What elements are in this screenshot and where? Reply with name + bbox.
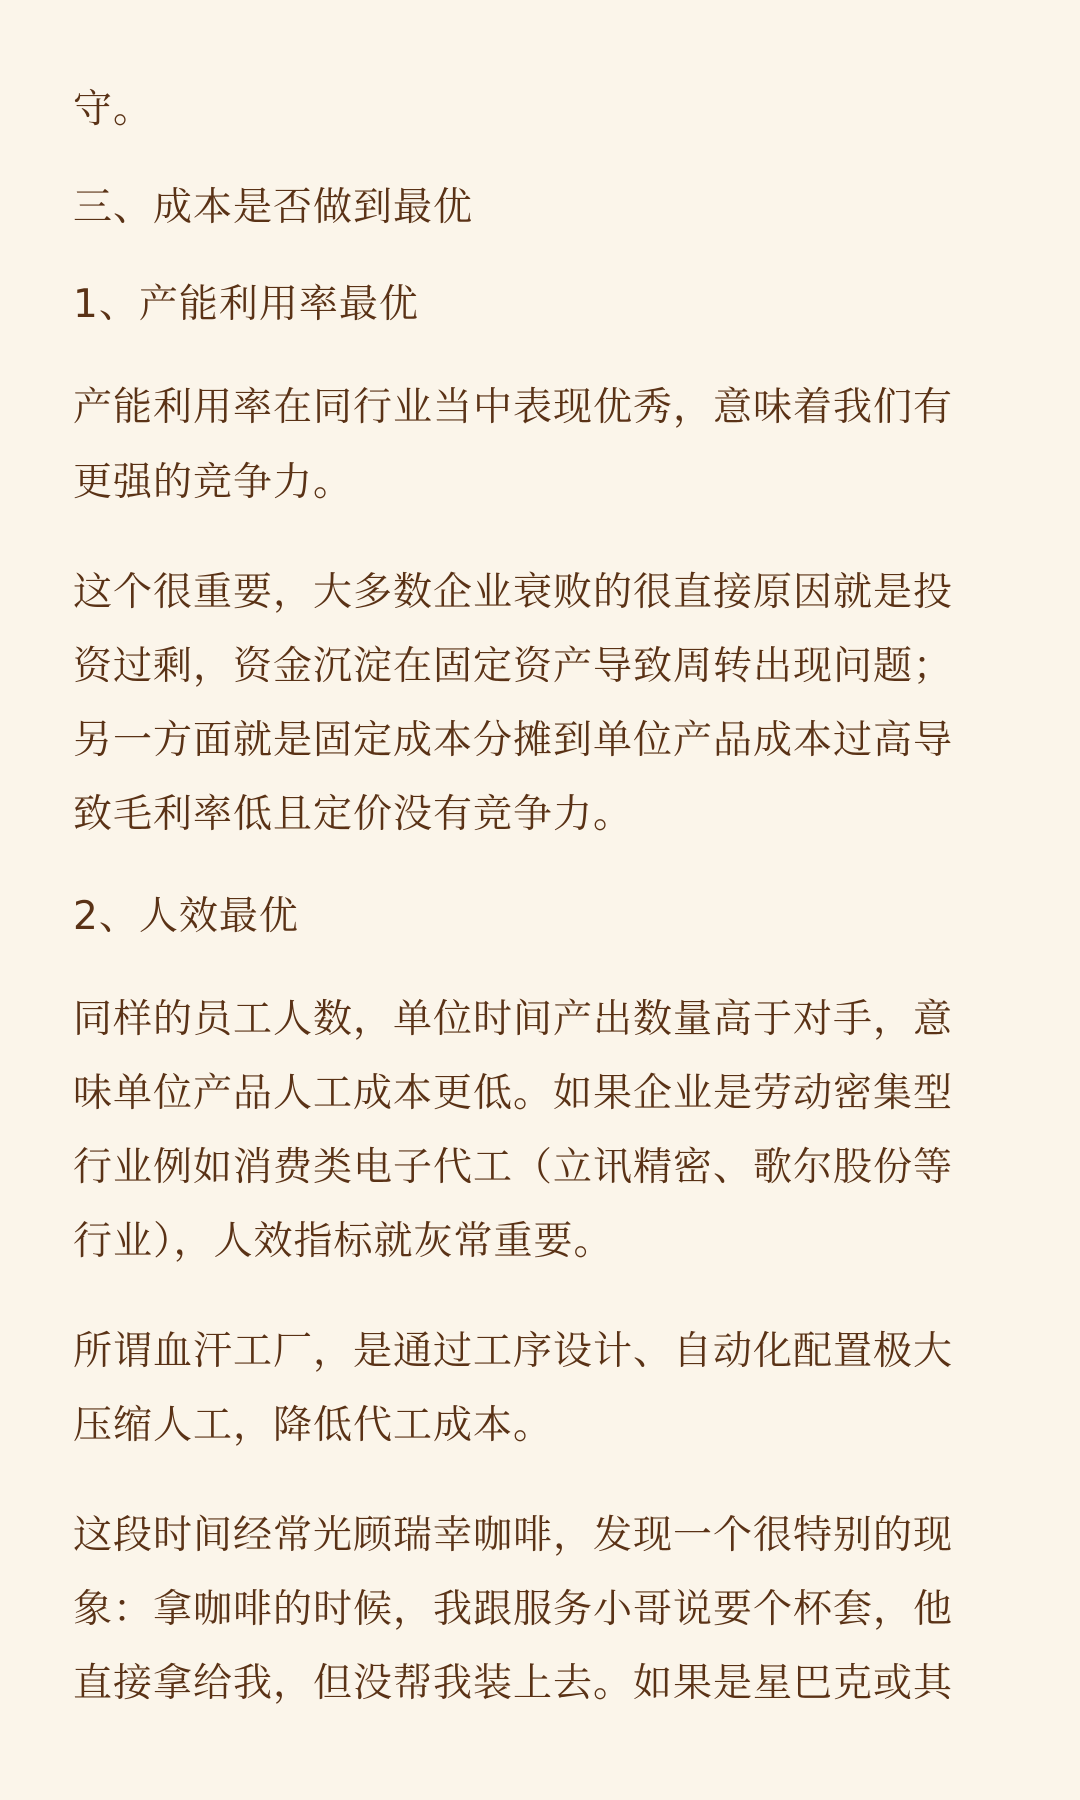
paragraph-line: 所谓血汗工厂，是通过工序设计、自动化配置极大: [73, 1329, 954, 1374]
paragraph-line: 直接拿给我，但没帮我装上去。如果是星巴克或其: [73, 1661, 954, 1706]
paragraph-line: 行业例如消费类电子代工（立讯精密、歌尔股份等: [73, 1145, 954, 1190]
paragraph-line: 这段时间经常光顾瑞幸咖啡，发现一个很特别的现: [73, 1513, 954, 1558]
paragraph-line: 另一方面就是固定成本分摊到单位产品成本过高导: [73, 718, 954, 763]
paragraph-line: 产能利用率在同行业当中表现优秀，意味着我们有: [73, 385, 954, 430]
subsection-heading: 2、人效最优: [73, 894, 299, 939]
paragraph-line: 守。: [73, 87, 154, 132]
paragraph-line: 行业），人效指标就灰常重要。: [73, 1219, 614, 1264]
paragraph-line: 更强的竞争力。: [73, 460, 354, 505]
paragraph-line: 资过剩，资金沉淀在固定资产导致周转出现问题；: [73, 644, 954, 689]
section-heading: 三、成本是否做到最优: [73, 185, 474, 230]
paragraph-line: 致毛利率低且定价没有竞争力。: [73, 792, 634, 837]
paragraph-line: 象：拿咖啡的时候，我跟服务小哥说要个杯套，他: [73, 1587, 954, 1632]
paragraph-line: 压缩人工，降低代工成本。: [73, 1403, 554, 1448]
subsection-heading: 1、产能利用率最优: [73, 282, 419, 327]
paragraph-line: 味单位产品人工成本更低。如果企业是劳动密集型: [73, 1071, 954, 1116]
paragraph-line: 同样的员工人数，单位时间产出数量高于对手，意: [73, 997, 954, 1042]
paragraph-line: 这个很重要，大多数企业衰败的很直接原因就是投: [73, 570, 954, 615]
